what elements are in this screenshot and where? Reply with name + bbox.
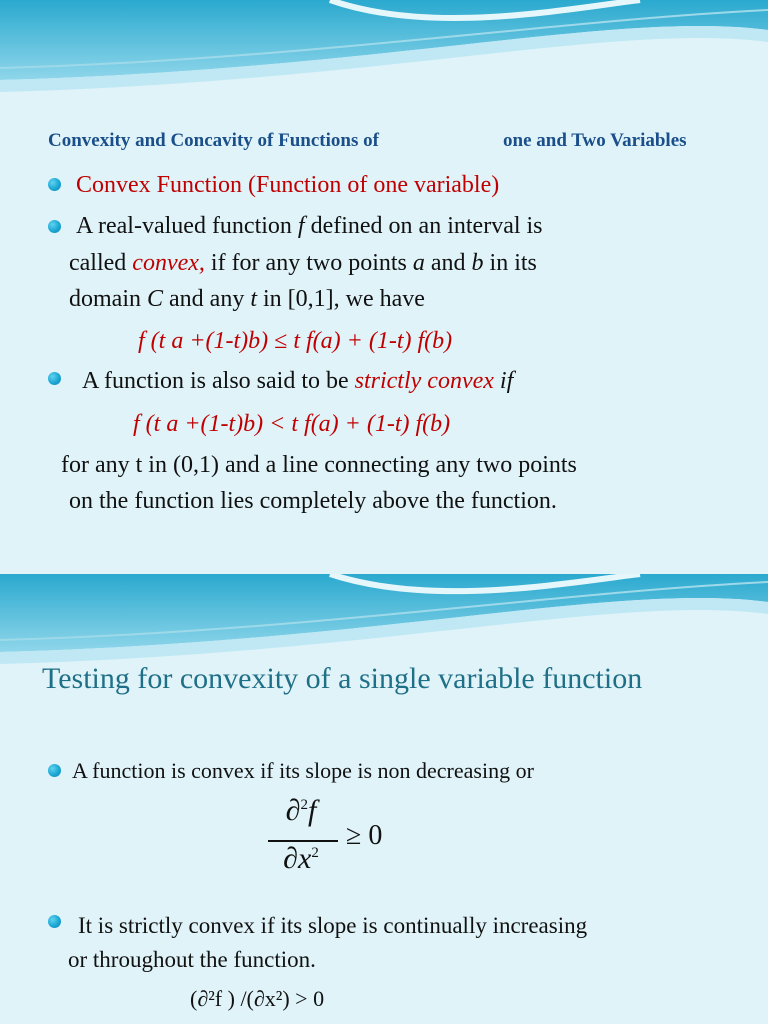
slide-title-left: Convexity and Concavity of Functions of: [48, 130, 379, 151]
strict-convex-inequality: f (t a +(1-t)b) < t f(a) + (1-t) f(b): [133, 411, 451, 437]
strictly-convex-line-1: It is strictly convex if its slope is continually increasing: [78, 913, 588, 938]
slide-testing-convexity: [0, 574, 768, 1024]
bullet-icon: [48, 220, 61, 233]
definition-line-3: domain C and any t in [0,1], we have: [69, 286, 425, 312]
bullet-convex-function: Convex Function (Function of one variable): [76, 172, 500, 198]
strictly-convex-line-2: or throughout the function.: [68, 947, 316, 972]
bullet-icon: [48, 764, 61, 777]
bullet-icon: [48, 915, 61, 928]
slide-header-wave: [0, 574, 768, 669]
definition-line-1: A real-valued function f defined on an interval is: [76, 213, 543, 239]
convex-slope-statement: A function is convex if its slope is non decreasing or: [72, 758, 534, 783]
slide-title: Testing for convexity of a single variable function: [42, 662, 643, 695]
condition-line-1: for any t in (0,1) and a line connecting any two points: [61, 452, 577, 478]
definition-line-2: called convex, if for any two points a and b in its: [69, 250, 537, 276]
bullet-icon: [48, 178, 61, 191]
fraction-relation: ≥ 0: [346, 820, 383, 851]
bullet-icon: [48, 372, 61, 385]
strict-second-derivative-formula: (∂²f ) /(∂x²) > 0: [190, 986, 325, 1011]
convex-inequality: f (t a +(1-t)b) ≤ t f(a) + (1-t) f(b): [138, 328, 453, 354]
fraction-numerator: ∂$^2$f: [285, 794, 317, 827]
slide-header-wave: [0, 0, 768, 100]
strictly-convex-line: A function is also said to be strictly convex if: [82, 368, 514, 394]
condition-line-2: on the function lies completely above the function.: [69, 488, 557, 514]
fraction-denominator: $\partial x^2$: [283, 842, 319, 875]
slide-title-right: one and Two Variables: [503, 130, 687, 151]
